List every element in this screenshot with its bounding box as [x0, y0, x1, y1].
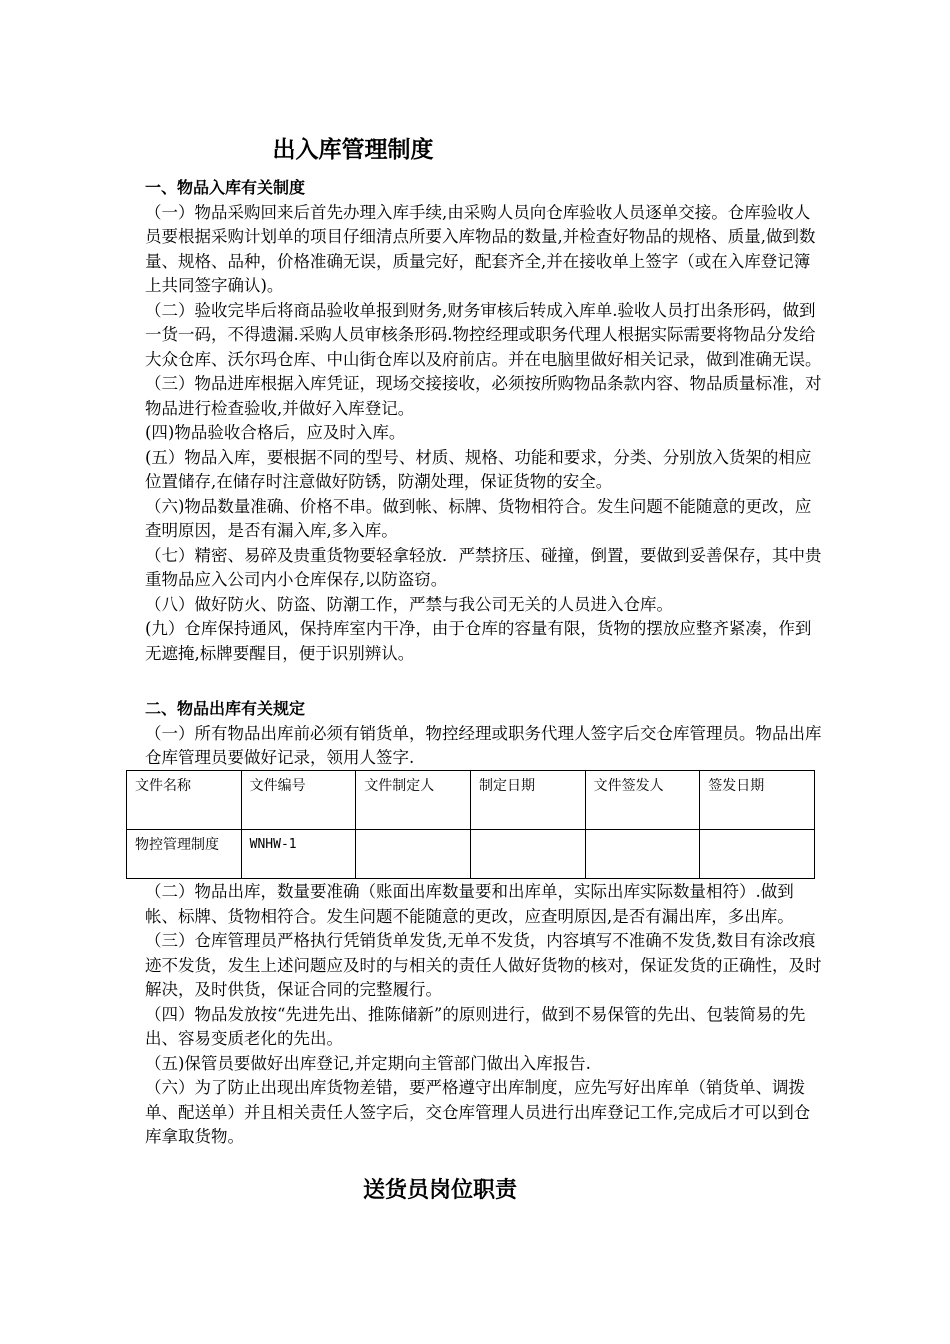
- paragraph: (九）仓库保持通风，保持库室内干净，由于仓库的容量有限，货物的摆放应整齐紧凑，作到无遮掩,标牌要醒目，便于识别辨认。: [145, 619, 812, 663]
- paragraph: （一）所有物品出库前必须有销货单，物控经理或职务代理人签字后交仓库管理员。物品出库仓库管理员要做好记录，领用人签字.: [145, 723, 822, 767]
- section-heading-inbound: 一、物品入库有关制度: [145, 178, 306, 197]
- table-cell: [585, 830, 700, 879]
- paragraph: （六)物品数量准确、价格不串。做到帐、标牌、货物相符合。发生问题不能随意的更改，应查明原因，是否有漏入库,多入库。: [145, 496, 812, 540]
- paragraph: （六）为了防止出现出库货物差错，要严格遵守出库制度，应先写好出库单（销货单、调拨单、配送单）并且相关责任人签字后，交仓库管理人员进行出库登记工作,完成后才可以到仓库拿取货物。: [145, 1078, 811, 1146]
- paragraph: （二）物品出库，数量要准确（账面出库数量要和出库单，实际出库实际数量相符）.做到帐、标牌、货物相符合。发生问题不能随意的更改，应查明原因,是否有漏出库，多出库。: [145, 882, 794, 926]
- table-header-cell: 文件签发人: [585, 771, 700, 830]
- document-info-table: [126, 770, 815, 879]
- next-document-title: 送货员岗位职责: [362, 1178, 517, 1203]
- section-heading-outbound: 二、物品出库有关规定: [145, 699, 306, 718]
- table-cell: [700, 830, 815, 879]
- paragraph: （七）精密、易碎及贵重货物要轻拿轻放．严禁挤压、碰撞，倒置，要做到妥善保存，其中贵重物品应入公司内小仓库保存,以防盗窃。: [145, 545, 822, 589]
- table-header-row: [127, 771, 815, 830]
- section-inbound: [145, 176, 825, 666]
- paragraph: (五）物品入库，要根据不同的型号、材质、规格、功能和要求，分类、分别放入货架的相应位置储存,在储存时注意做好防锈，防潮处理，保证货物的安全。: [145, 447, 812, 491]
- paragraph: (四)物品验收合格后，应及时入库。: [145, 423, 406, 442]
- paragraph: （二）验收完毕后将商品验收单报到财务,财务审核后转成入库单.验收人员打出条形码，做到一货一码，不得遗漏.采购人员审核条形码.物控经理或职务代理人根据实际需要将物品分发给大众仓库、沃尔玛仓库、中山街仓库以及府前店。并在电脑里做好相关记录，做到准确无误。: [145, 300, 822, 369]
- section-outbound: [145, 697, 825, 771]
- table-cell-file-number: WNHW-1: [241, 830, 356, 879]
- table-header-cell: 签发日期: [700, 771, 815, 830]
- table-cell: [470, 830, 585, 879]
- section-outbound-continued: [145, 880, 825, 1150]
- table-header-cell: 文件制定人: [356, 771, 471, 830]
- paragraph: （八）做好防火、防盗、防潮工作，严禁与我公司无关的人员进入仓库。: [145, 594, 673, 614]
- document-title: 出入库管理制度: [272, 137, 434, 163]
- table-header-cell: 制定日期: [470, 771, 585, 830]
- table-cell-file-name: 物控管理制度: [127, 830, 242, 879]
- paragraph: （三）仓库管理员严格执行凭销货单发货,无单不发货，内容填写不准确不发货,数目有涂改痕迹不发货，发生上述问题应及时的与相关的责任人做好货物的核对，保证发货的正确性，及时解决，及时供货，保证合同的完整履行。: [145, 931, 822, 999]
- paragraph: （三）物品进库根据入库凭证，现场交接接收，必须按所购物品条款内容、物品质量标准，对物品进行检查验收,并做好入库登记。: [145, 374, 822, 418]
- table-header-cell: 文件编号: [241, 771, 356, 830]
- table-cell: [356, 830, 471, 879]
- paragraph: （一）物品采购回来后首先办理入库手续,由采购人员向仓库验收人员逐单交接。仓库验收人员要根据采购计划单的项目仔细清点所要入库物品的数量,并检查好物品的规格、质量,做到数量、规格、品种，价格准确无误，质量完好，配套齐全,并在接收单上签字（或在入库登记簿上共同签字确认)。: [145, 202, 816, 295]
- table-row: [127, 830, 815, 879]
- paragraph: （五)保管员要做好出库登记,并定期向主管部门做出入库报告.: [145, 1053, 591, 1073]
- paragraph: （四）物品发放按“先进先出、推陈储新”的原则进行，做到不易保管的先出、包装简易的先出、容易变质老化的先出。: [145, 1004, 806, 1048]
- table-header-cell: 文件名称: [127, 771, 242, 830]
